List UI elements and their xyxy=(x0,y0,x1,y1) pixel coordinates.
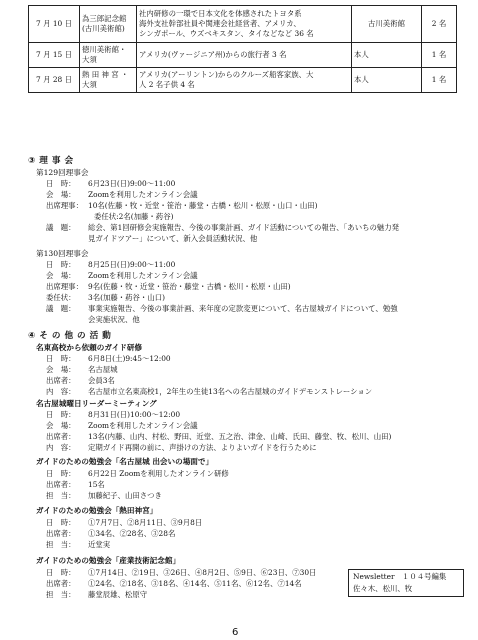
visit-date: 7 月 28 日 xyxy=(29,68,80,93)
activity-content: 内 容： 定期ガイド再開の前に、声掛けの方法、よりよいガイドを行うために xyxy=(46,443,317,452)
table-row xyxy=(29,43,457,68)
meeting-proxies: 委任状:2名(加藤・葯谷) xyxy=(94,212,174,221)
activity-content: 内 容： 名古屋市立名東高校1，2年生の生徒13名への名古屋城のガイドデモンストレーション xyxy=(46,387,373,396)
meeting-proxies: 委任状： 3名(加藤・葯谷・山口) xyxy=(46,293,165,302)
activity-venue: 会 場： Zoomを利用したオンライン会議 xyxy=(46,421,198,430)
activity-attendees: 出席者： 13名(内藤、山内、村松、野田、近堂、五之治、津金、山崎、氏田、藤堂、牧、松川、山田) xyxy=(46,432,392,441)
page-number: 6 xyxy=(232,627,239,638)
meeting-agenda: 議 題： 事業実施報告、今後の事業計画、来年度の定款変更について、名古屋城ガイドについて、勉強 xyxy=(46,304,398,313)
section-heading-activities: ④ そ の 他 の 活 動 xyxy=(28,331,112,341)
visit-guide: 本人 xyxy=(352,68,422,93)
visit-guide: 古川美術館 xyxy=(352,6,422,43)
activity-attendees: 出席者： ①24名、②18名、③18名、④14名、⑤11名、⑥12名、⑦14名 xyxy=(46,579,302,588)
visit-count: 1 名 xyxy=(422,43,457,68)
visit-guide: 本人 xyxy=(352,43,422,68)
activity-heading: 名古屋城曜日リーダーミーティング xyxy=(36,399,157,408)
visit-description: アメリカ(ヴァージニア州)からの旅行者 3 名 xyxy=(137,43,352,68)
activity-lead: 担 当： 藤堂辰雄、松原守 xyxy=(46,590,148,599)
meeting-agenda: 議 題： 総会、第1回研修会実施報告、今後の事業計画、ガイド活動についての報告、「あいちの魅力発 xyxy=(46,223,400,232)
activity-heading: 名東高校から依頼のガイド研修 xyxy=(36,343,143,352)
visit-count: 2 名 xyxy=(422,6,457,43)
newsletter-editors: 佐々木、松川、牧 xyxy=(353,584,413,593)
activity-heading: ガイドのための勉強会「熱田神宮」 xyxy=(36,506,158,515)
activity-date: 日 時： ①7月14日、②19日、③26日、④8月2日、⑤9日、⑥23日、⑦30日 xyxy=(46,568,317,577)
activity-attendees: 出席者： 会員3名 xyxy=(46,376,115,385)
activity-lead: 担 当： 加藤紀子、山田さつき xyxy=(46,491,162,500)
meeting-venue: 会 場： Zoomを利用したオンライン会議 xyxy=(46,190,198,199)
table-row xyxy=(29,6,457,43)
visit-count: 1 名 xyxy=(422,68,457,93)
activity-heading: ガイドのための勉強会「名古屋城 出会いの場面で」 xyxy=(36,457,214,466)
visit-place: 熱 田 神 宮 ・ 大須 xyxy=(80,68,137,93)
meeting-attendees: 出席理事： 9名(佐藤・牧・近堂・笹治・藤堂・古橋・松川・松原・山田) xyxy=(46,282,291,291)
meeting-heading: 第129回理事会 xyxy=(36,168,89,177)
meeting-agenda-cont: 見ガイドツアー」について、新入会員活動状況、他 xyxy=(88,234,258,243)
newsletter-issue: Newsletter １０４号編集 xyxy=(353,572,447,581)
activity-date: 日 時： 6月22日 Zoomを利用したオンライン研修 xyxy=(46,469,229,478)
activity-heading: ガイドのための勉強会「産業技術記念館」 xyxy=(36,556,181,565)
meeting-heading: 第130回理事会 xyxy=(36,249,89,258)
activity-attendees: 出席者： 15名 xyxy=(46,480,105,489)
activity-lead: 担 当： 近堂実 xyxy=(46,540,111,549)
meeting-venue: 会 場： Zoomを利用したオンライン会議 xyxy=(46,271,198,280)
activity-venue: 会 場： 名古屋城 xyxy=(46,365,118,374)
visit-date: 7 月 15 日 xyxy=(29,43,80,68)
activity-date: 日 時： ①7月7日、②8月11日、③9月8日 xyxy=(46,518,203,527)
meeting-date: 日 時： 6月23日(日)9:00～11:00 xyxy=(46,179,176,188)
activity-date: 日 時： 6月8日(土)9:45～12:00 xyxy=(46,354,171,363)
meeting-date: 日 時： 8月25日(日)9:00～11:00 xyxy=(46,260,176,269)
visit-place: 為三郎記念館 (古川美術館) xyxy=(80,6,137,43)
visit-table xyxy=(28,5,457,93)
visit-date: 7 月 10 日 xyxy=(29,6,80,43)
visit-description: 社内研修の一環で日本文化を体感されたトヨタ系 海外支社幹部社員や関連会社経営者、アメリカ、 シンガポール、ウズベキスタン、タイなどなど 36 名 xyxy=(137,6,352,43)
visit-description: アメリカ(アーリントン)からのクルーズ船客家族、大 人 2 名子供 4 名 xyxy=(137,68,352,93)
activity-date: 日 時： 8月31日(日)10:00～12:00 xyxy=(46,410,181,419)
table-row xyxy=(29,68,457,93)
newsletter-editors-box xyxy=(348,569,464,597)
visit-place: 徳川美術館・ 大須 xyxy=(80,43,137,68)
section-heading-board: ③ 理 事 会 xyxy=(28,156,74,166)
activity-attendees: 出席者： ①34名、②28名、③28名 xyxy=(46,529,176,538)
meeting-agenda-cont: 会実施状況、他 xyxy=(88,315,140,324)
meeting-attendees: 出席理事： 10名(佐藤・牧・近堂・笹治・藤堂・古橋・松川・松原・山口・山田) xyxy=(46,201,318,210)
